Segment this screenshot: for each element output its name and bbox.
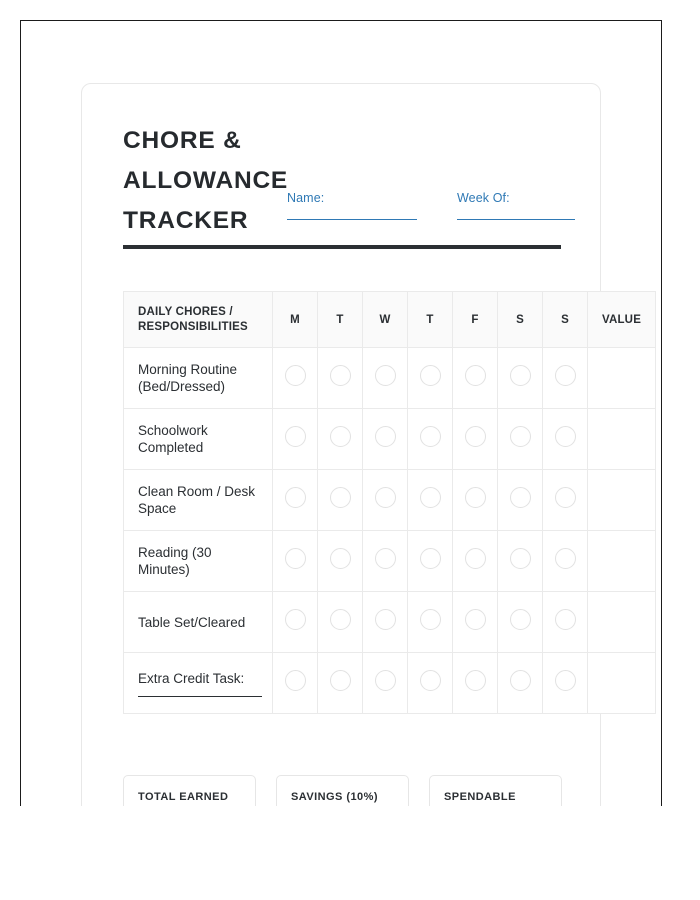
week-of-field-group	[457, 191, 577, 220]
task-cell	[124, 409, 273, 470]
name-field-label: Name:	[287, 191, 325, 205]
check-cell[interactable]	[543, 653, 588, 714]
check-cell[interactable]	[453, 531, 498, 592]
checkbox-circle-icon[interactable]	[420, 670, 441, 691]
task-label: Table Set/Cleared	[138, 614, 246, 630]
task-label: Schoolwork Completed	[138, 423, 208, 455]
value-cell[interactable]	[588, 531, 656, 592]
checkbox-circle-icon[interactable]	[330, 548, 351, 569]
table-row	[124, 531, 656, 592]
summary-box-savings[interactable]	[276, 775, 409, 806]
value-cell[interactable]	[588, 653, 656, 714]
week-of-field-input[interactable]	[457, 219, 575, 220]
checkbox-circle-icon[interactable]	[465, 426, 486, 447]
check-cell[interactable]	[318, 531, 363, 592]
task-cell	[124, 592, 273, 653]
column-header-thu: T	[408, 292, 453, 348]
check-cell[interactable]	[363, 348, 408, 409]
column-header-sat: S	[498, 292, 543, 348]
check-cell[interactable]	[453, 653, 498, 714]
checkbox-circle-icon[interactable]	[285, 426, 306, 447]
checkbox-circle-icon[interactable]	[375, 487, 396, 508]
task-cell	[124, 348, 273, 409]
check-cell[interactable]	[408, 653, 453, 714]
checkbox-circle-icon[interactable]	[330, 365, 351, 386]
check-cell[interactable]	[318, 348, 363, 409]
check-cell[interactable]	[453, 409, 498, 470]
checkbox-circle-icon[interactable]	[555, 365, 576, 386]
checkbox-circle-icon[interactable]	[555, 548, 576, 569]
checkbox-circle-icon[interactable]	[420, 487, 441, 508]
check-cell[interactable]	[543, 592, 588, 653]
checkbox-circle-icon[interactable]	[330, 426, 351, 447]
table-row	[124, 653, 656, 714]
check-cell[interactable]	[363, 409, 408, 470]
task-cell	[124, 470, 273, 531]
check-cell[interactable]	[363, 470, 408, 531]
check-cell[interactable]	[543, 348, 588, 409]
table-row	[124, 592, 656, 653]
table-row	[124, 409, 656, 470]
summary-label-savings: SAVINGS (10%)	[291, 791, 378, 803]
check-cell[interactable]	[363, 531, 408, 592]
checkbox-circle-icon[interactable]	[330, 609, 351, 630]
check-cell[interactable]	[498, 470, 543, 531]
check-cell[interactable]	[543, 470, 588, 531]
checkbox-circle-icon[interactable]	[285, 548, 306, 569]
checkbox-circle-icon[interactable]	[330, 670, 351, 691]
check-cell[interactable]	[408, 592, 453, 653]
check-cell[interactable]	[498, 653, 543, 714]
checkbox-circle-icon[interactable]	[420, 365, 441, 386]
checkbox-circle-icon[interactable]	[420, 548, 441, 569]
check-cell[interactable]	[408, 409, 453, 470]
name-field-input[interactable]	[287, 219, 417, 220]
check-cell[interactable]	[408, 531, 453, 592]
check-cell[interactable]	[273, 531, 318, 592]
checkbox-circle-icon[interactable]	[510, 365, 531, 386]
check-cell[interactable]	[273, 653, 318, 714]
check-cell[interactable]	[318, 653, 363, 714]
task-label: Extra Credit Task:	[138, 670, 245, 686]
table-row	[124, 348, 656, 409]
checkbox-circle-icon[interactable]	[510, 609, 531, 630]
column-header-task: DAILY CHORES / RESPONSIBILITIES	[124, 292, 273, 348]
week-of-field-label: Week Of:	[457, 191, 510, 205]
summary-row	[123, 775, 662, 806]
check-cell[interactable]	[543, 409, 588, 470]
task-label: Clean Room / Desk Space	[138, 484, 256, 516]
checkbox-circle-icon[interactable]	[510, 670, 531, 691]
checkbox-circle-icon[interactable]	[375, 670, 396, 691]
check-cell[interactable]	[318, 409, 363, 470]
checkbox-circle-icon[interactable]	[555, 609, 576, 630]
checkbox-circle-icon[interactable]	[555, 487, 576, 508]
check-cell[interactable]	[318, 592, 363, 653]
check-cell[interactable]	[318, 470, 363, 531]
check-cell[interactable]	[273, 409, 318, 470]
checkbox-circle-icon[interactable]	[555, 670, 576, 691]
task-label: Reading (30 Minutes)	[138, 545, 212, 577]
column-header-tue: T	[318, 292, 363, 348]
checkbox-circle-icon[interactable]	[375, 426, 396, 447]
column-header-sun: S	[543, 292, 588, 348]
summary-label-spendable: SPENDABLE	[444, 791, 516, 803]
check-cell[interactable]	[543, 531, 588, 592]
value-cell[interactable]	[588, 409, 656, 470]
checkbox-circle-icon[interactable]	[465, 609, 486, 630]
name-field-group	[287, 191, 417, 220]
summary-box-spendable[interactable]	[429, 775, 562, 806]
checkbox-circle-icon[interactable]	[510, 426, 531, 447]
checkbox-circle-icon[interactable]	[330, 487, 351, 508]
checkbox-circle-icon[interactable]	[510, 487, 531, 508]
check-cell[interactable]	[498, 592, 543, 653]
checkbox-circle-icon[interactable]	[285, 487, 306, 508]
check-cell[interactable]	[453, 348, 498, 409]
chore-table	[123, 291, 656, 714]
checkbox-circle-icon[interactable]	[285, 365, 306, 386]
task-cell	[124, 531, 273, 592]
check-cell[interactable]	[273, 592, 318, 653]
checkbox-circle-icon[interactable]	[375, 609, 396, 630]
value-cell[interactable]	[588, 592, 656, 653]
checkbox-circle-icon[interactable]	[420, 609, 441, 630]
check-cell[interactable]	[408, 470, 453, 531]
column-header-wed: W	[363, 292, 408, 348]
table-row	[124, 470, 656, 531]
checkbox-circle-icon[interactable]	[285, 609, 306, 630]
checkbox-circle-icon[interactable]	[375, 365, 396, 386]
task-cell	[124, 653, 273, 714]
summary-label-total-earned: TOTAL EARNED	[138, 791, 229, 803]
check-cell[interactable]	[498, 531, 543, 592]
value-cell[interactable]	[588, 348, 656, 409]
page-title: CHORE & ALLOWANCE TRACKER	[123, 127, 289, 234]
checkbox-circle-icon[interactable]	[375, 548, 396, 569]
column-header-fri: F	[453, 292, 498, 348]
column-header-value: VALUE	[588, 292, 656, 348]
title-divider	[123, 245, 561, 249]
task-label: Morning Routine (Bed/Dressed)	[138, 362, 238, 394]
checkbox-circle-icon[interactable]	[555, 426, 576, 447]
table-header-row	[124, 292, 656, 348]
check-cell[interactable]	[363, 592, 408, 653]
checkbox-circle-icon[interactable]	[285, 670, 306, 691]
check-cell[interactable]	[363, 653, 408, 714]
check-cell[interactable]	[273, 470, 318, 531]
column-header-mon: M	[273, 292, 318, 348]
checkbox-circle-icon[interactable]	[465, 548, 486, 569]
checkbox-circle-icon[interactable]	[465, 670, 486, 691]
checkbox-circle-icon[interactable]	[510, 548, 531, 569]
checkbox-circle-icon[interactable]	[465, 487, 486, 508]
check-cell[interactable]	[498, 348, 543, 409]
document-frame	[20, 20, 662, 806]
extra-credit-writein-input[interactable]	[138, 696, 262, 697]
check-cell[interactable]	[453, 592, 498, 653]
check-cell[interactable]	[453, 470, 498, 531]
checkbox-circle-icon[interactable]	[420, 426, 441, 447]
check-cell[interactable]	[498, 409, 543, 470]
summary-box-total-earned[interactable]	[123, 775, 256, 806]
check-cell[interactable]	[273, 348, 318, 409]
check-cell[interactable]	[408, 348, 453, 409]
value-cell[interactable]	[588, 470, 656, 531]
checkbox-circle-icon[interactable]	[465, 365, 486, 386]
